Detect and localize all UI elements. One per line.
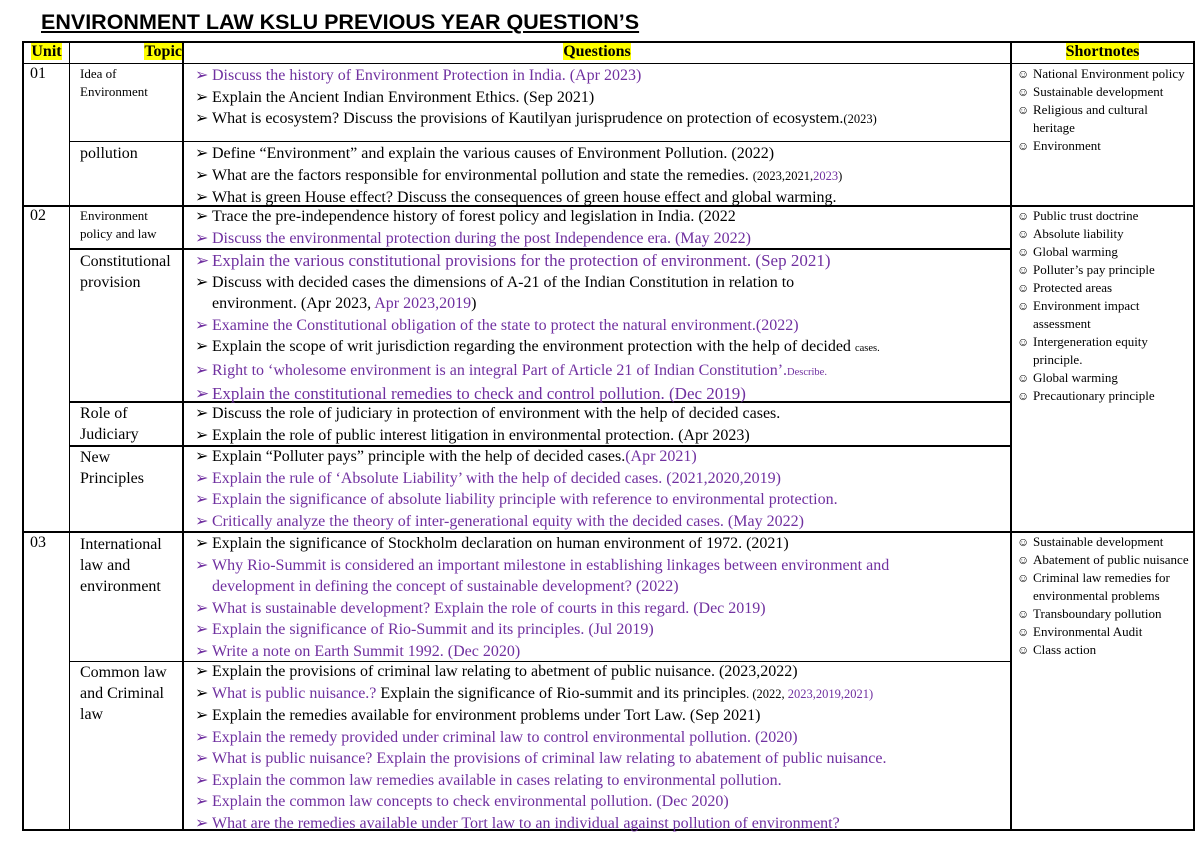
- topic-name: Environment policy and law: [80, 208, 157, 241]
- question-text: What is sustainable development? Explain the role of courts in this regard. (Dec 2019): [212, 599, 766, 617]
- shortnote-text: Global warming: [1033, 244, 1118, 259]
- question-text: Right to ‘wholesome environment is an integral Part of Article 21 of Indian Constitution’.: [212, 361, 788, 379]
- questions-table: [22, 41, 1195, 831]
- question-item: [195, 403, 780, 425]
- question-suffix: cases.: [854, 343, 880, 354]
- question-item: [195, 770, 886, 792]
- smiley-bullet-icon: ☺: [1017, 553, 1030, 567]
- topic-name: Idea of Environment: [80, 66, 148, 99]
- question-text: ): [471, 295, 477, 312]
- question-year: . (2022,: [746, 686, 788, 701]
- smiley-bullet-icon: ☺: [1017, 103, 1030, 117]
- question-text: Trace the pre-independence history of forest policy and legislation in India. (2022: [212, 208, 736, 225]
- shortnote-item: [1016, 551, 1191, 569]
- arrow-bullet-icon: ➢: [195, 491, 209, 508]
- smiley-bullet-icon: ☺: [1017, 281, 1030, 295]
- arrow-bullet-icon: ➢: [195, 535, 209, 552]
- header-shortnotes: [1012, 43, 1193, 61]
- question-item: [195, 446, 838, 468]
- header-questions: [184, 43, 1010, 61]
- arrow-bullet-icon: ➢: [195, 642, 209, 660]
- shortnote-item: [1016, 207, 1191, 225]
- question-text: Discuss with decided cases the dimensions of A-21 of the Indian Constitution in relation to: [212, 273, 795, 291]
- header-shortnotes-label: Shortnotes: [1065, 43, 1140, 60]
- shortnote-item: [1016, 101, 1191, 137]
- question-item: [195, 533, 889, 555]
- arrow-bullet-icon: ➢: [195, 707, 209, 724]
- unit-number: 03: [30, 534, 46, 551]
- smiley-bullet-icon: ☺: [1017, 607, 1030, 621]
- shortnote-text: Public trust doctrine: [1033, 208, 1139, 223]
- arrow-bullet-icon: ➢: [195, 316, 209, 334]
- question-text: Explain the remedy provided under criminal law to control environmental pollution. (2020): [212, 728, 798, 746]
- question-text: What is public nuisance? Explain the provisions of criminal law relating to abatement of public nuisance.: [212, 750, 887, 767]
- arrow-bullet-icon: ➢: [195, 208, 209, 225]
- question-item: [195, 272, 880, 294]
- shortnote-item: [1016, 569, 1191, 605]
- question-text: Explain the various constitutional provisions for the protection of environment. (Sep 2021): [212, 251, 831, 270]
- arrow-bullet-icon: ➢: [195, 599, 209, 617]
- column-divider: [1010, 41, 1012, 831]
- question-continuation: [195, 293, 880, 315]
- header-topic: [70, 43, 182, 61]
- header-unit: [24, 43, 69, 61]
- shortnote-item: [1016, 243, 1191, 261]
- arrow-bullet-icon: ➢: [195, 512, 209, 530]
- smiley-bullet-icon: ☺: [1017, 389, 1030, 403]
- question-text: development in defining the concept of sustainable development? (2022): [212, 578, 679, 595]
- shortnote-item: [1016, 605, 1191, 623]
- arrow-bullet-icon: ➢: [195, 145, 209, 162]
- question-item: [195, 661, 886, 683]
- header-unit-label: Unit: [31, 43, 62, 60]
- question-text: Critically analyze the theory of inter-generational equity with the decided cases. (May 2022): [212, 512, 804, 530]
- arrow-bullet-icon: ➢: [195, 556, 209, 574]
- shortnote-item: [1016, 279, 1191, 297]
- question-item: [195, 425, 780, 447]
- shortnote-text: Environmental Audit: [1033, 624, 1143, 639]
- smiley-bullet-icon: ☺: [1017, 139, 1030, 153]
- question-item: [195, 250, 880, 272]
- shortnote-text: Intergeneration equity principle.: [1033, 334, 1148, 367]
- question-item: [195, 813, 886, 835]
- topic-name: Common law and Criminal law: [80, 664, 167, 723]
- question-year: Apr 2023,2019: [374, 295, 472, 312]
- question-item: [195, 206, 751, 228]
- shortnote-item: [1016, 533, 1191, 551]
- smiley-bullet-icon: ☺: [1017, 535, 1030, 549]
- header-topic-label: Topic: [144, 43, 182, 60]
- question-text: Explain the significance of Stockholm declaration on human environment of 1972. (2021): [212, 535, 789, 552]
- topic-name: pollution: [80, 145, 138, 162]
- smiley-bullet-icon: ☺: [1017, 643, 1030, 657]
- shortnote-item: [1016, 65, 1191, 83]
- question-list: [195, 250, 880, 405]
- question-item: [195, 165, 842, 188]
- question-continuation: [195, 576, 889, 598]
- arrow-bullet-icon: ➢: [195, 229, 209, 247]
- question-text: Examine the Constitutional obligation of the state to protect the natural environment.(2022): [212, 316, 799, 334]
- topic-name: New Principles: [80, 449, 144, 487]
- arrow-bullet-icon: ➢: [195, 426, 209, 444]
- arrow-bullet-icon: ➢: [195, 338, 209, 355]
- question-item: [195, 641, 889, 663]
- shortnote-item: [1016, 369, 1191, 387]
- shortnote-text: Class action: [1033, 642, 1097, 657]
- shortnote-text: Global warming: [1033, 370, 1118, 385]
- question-text: Write a note on Earth Summit 1992. (Dec 2020): [212, 642, 521, 660]
- smiley-bullet-icon: ☺: [1017, 67, 1030, 81]
- shortnote-text: Polluter’s pay principle: [1033, 262, 1155, 277]
- question-item: [195, 143, 842, 165]
- smiley-bullet-icon: ☺: [1017, 209, 1030, 223]
- shortnote-text: Sustainable development: [1033, 84, 1164, 99]
- question-item: [195, 511, 838, 533]
- shortnote-item: [1016, 137, 1191, 155]
- shortnote-item: [1016, 297, 1191, 333]
- arrow-bullet-icon: ➢: [195, 67, 209, 84]
- question-year: 2023: [813, 168, 839, 183]
- shortnotes-list: [1016, 533, 1191, 659]
- unit-number: 01: [30, 65, 46, 82]
- shortnote-item: [1016, 641, 1191, 659]
- question-text: Why Rio-Summit is considered an important milestone in establishing linkages between environment and: [212, 556, 890, 574]
- shortnote-text: Transboundary pollution: [1033, 606, 1162, 621]
- question-list: [195, 65, 877, 131]
- topic-name: International law and environment: [80, 536, 162, 595]
- question-text: Explain the significance of absolute liability principle with reference to environmental protection.: [212, 491, 838, 508]
- shortnotes-list: [1016, 65, 1191, 155]
- arrow-bullet-icon: ➢: [195, 110, 209, 127]
- question-item: [195, 748, 886, 770]
- question-year: (2023,2021,: [752, 168, 814, 183]
- question-text: Explain the significance of Rio-Summit and its principles. (Jul 2019): [212, 621, 654, 638]
- shortnotes-list: [1016, 207, 1191, 405]
- arrow-bullet-icon: ➢: [195, 189, 209, 206]
- smiley-bullet-icon: ☺: [1017, 571, 1030, 585]
- arrow-bullet-icon: ➢: [195, 448, 209, 465]
- shortnote-item: [1016, 83, 1191, 101]
- shortnote-item: [1016, 261, 1191, 279]
- question-year: (2023): [843, 112, 877, 126]
- question-year: 2023,2019,2021): [787, 686, 874, 701]
- question-text: What is public nuisance.?: [212, 684, 377, 702]
- question-text: Define “Environment” and explain the various causes of Environment Pollution. (2022): [212, 145, 775, 162]
- question-list: [195, 206, 751, 249]
- question-item: [195, 65, 877, 87]
- smiley-bullet-icon: ☺: [1017, 371, 1030, 385]
- header-divider: [22, 63, 1195, 64]
- question-text: Explain “Polluter pays” principle with the help of decided cases.: [212, 448, 626, 465]
- smiley-bullet-icon: ☺: [1017, 625, 1030, 639]
- shortnote-item: [1016, 387, 1191, 405]
- shortnote-text: Absolute liability: [1033, 226, 1124, 241]
- page-title: ENVIRONMENT LAW KSLU PREVIOUS YEAR QUESTION’S: [41, 10, 640, 34]
- arrow-bullet-icon: ➢: [195, 469, 209, 487]
- header-questions-label: Questions: [563, 43, 631, 60]
- shortnote-text: Environment impact assessment: [1033, 298, 1140, 331]
- question-text: Discuss the role of judiciary in protection of environment with the help of decided cases.: [212, 405, 781, 422]
- question-item: [195, 87, 877, 109]
- shortnote-text: Protected areas: [1033, 280, 1113, 295]
- smiley-bullet-icon: ☺: [1017, 263, 1030, 277]
- question-item: [195, 360, 880, 384]
- question-list: [195, 533, 889, 662]
- question-item: [195, 336, 880, 360]
- topic-name: Role of Judiciary: [80, 405, 139, 443]
- question-item: [195, 228, 751, 250]
- question-text: Explain the Ancient Indian Environment Ethics. (Sep 2021): [212, 88, 595, 106]
- shortnote-item: [1016, 333, 1191, 369]
- arrow-bullet-icon: ➢: [195, 405, 209, 422]
- arrow-bullet-icon: ➢: [195, 251, 210, 270]
- question-text: Explain the common law remedies available in cases relating to environmental pollution.: [212, 771, 782, 789]
- smiley-bullet-icon: ☺: [1017, 335, 1030, 349]
- shortnote-text: National Environment policy: [1033, 66, 1185, 81]
- question-item: [195, 383, 880, 405]
- question-list: [195, 661, 886, 834]
- question-text: What are the factors responsible for environmental pollution and state the remedies.: [212, 166, 749, 184]
- topic-name: Constitutional provision: [80, 253, 171, 291]
- question-list: [195, 446, 838, 532]
- question-text: Discuss the history of Environment Protection in India. (Apr 2023): [212, 67, 642, 84]
- arrow-bullet-icon: ➢: [195, 750, 209, 767]
- shortnote-text: Religious and cultural heritage: [1033, 102, 1148, 135]
- arrow-bullet-icon: ➢: [195, 273, 209, 291]
- question-text: Explain the role of public interest litigation in environmental protection. (Apr 2023): [212, 426, 750, 444]
- question-item: [195, 705, 886, 727]
- question-year: ): [838, 168, 843, 183]
- question-item: [195, 489, 838, 511]
- shortnote-text: Precautionary principle: [1033, 388, 1155, 403]
- question-text: Explain the significance of Rio-summit and its principles: [376, 684, 747, 702]
- question-text: Discuss the environmental protection during the post Independence era. (May 2022): [212, 229, 751, 247]
- table-border-right: [1193, 41, 1195, 831]
- arrow-bullet-icon: ➢: [195, 728, 209, 746]
- question-item: [195, 468, 838, 490]
- question-item: [195, 683, 886, 706]
- question-item: [195, 619, 889, 641]
- shortnote-text: Criminal law remedies for environmental problems: [1033, 570, 1170, 603]
- question-item: [195, 555, 889, 577]
- arrow-bullet-icon: ➢: [195, 771, 209, 789]
- question-text: environment. (Apr 2023,: [212, 295, 375, 312]
- topic-divider: [69, 141, 1011, 142]
- arrow-bullet-icon: ➢: [195, 814, 209, 832]
- question-text: Explain the provisions of criminal law relating to abetment of public nuisance. (2023,2022): [212, 663, 798, 680]
- question-item: [195, 727, 886, 749]
- question-text: What are the remedies available under Tort law to an individual against pollution of environment?: [212, 814, 840, 832]
- smiley-bullet-icon: ☺: [1017, 299, 1030, 313]
- question-item: [195, 791, 886, 813]
- question-text: Explain the common law concepts to check environmental pollution. (Dec 2020): [212, 793, 729, 810]
- shortnote-item: [1016, 225, 1191, 243]
- question-text: What is green House effect? Discuss the consequences of green house effect and global warming.: [212, 189, 837, 206]
- smiley-bullet-icon: ☺: [1017, 227, 1030, 241]
- arrow-bullet-icon: ➢: [195, 361, 209, 379]
- question-list: [195, 403, 780, 446]
- column-divider: [182, 41, 184, 831]
- question-text: What is ecosystem? Discuss the provisions of Kautilyan jurisprudence on protection of ecosystem.: [212, 110, 844, 127]
- unit-number: 02: [30, 207, 46, 224]
- arrow-bullet-icon: ➢: [195, 621, 209, 638]
- question-item: [195, 315, 880, 337]
- question-list: [195, 143, 842, 209]
- question-year: (Apr 2021): [625, 448, 697, 465]
- smiley-bullet-icon: ☺: [1017, 85, 1030, 99]
- shortnote-text: Sustainable development: [1033, 534, 1164, 549]
- smiley-bullet-icon: ☺: [1017, 245, 1030, 259]
- shortnote-text: Abatement of public nuisance: [1033, 552, 1189, 567]
- arrow-bullet-icon: ➢: [195, 684, 209, 702]
- arrow-bullet-icon: ➢: [195, 384, 210, 403]
- shortnote-item: [1016, 623, 1191, 641]
- table-border-left: [22, 41, 24, 831]
- arrow-bullet-icon: ➢: [195, 793, 209, 810]
- question-item: [195, 108, 877, 131]
- question-text: Explain the constitutional remedies to check and control pollution. (Dec 2019): [212, 384, 746, 403]
- arrow-bullet-icon: ➢: [195, 166, 209, 184]
- question-text: Explain the scope of writ jurisdiction regarding the environment protection with the help of decided: [212, 338, 851, 355]
- column-divider: [69, 41, 70, 831]
- arrow-bullet-icon: ➢: [195, 663, 209, 680]
- question-item: [195, 598, 889, 620]
- shortnote-text: Environment: [1033, 138, 1101, 153]
- arrow-bullet-icon: ➢: [195, 88, 209, 106]
- question-text: Explain the remedies available for environment problems under Tort Law. (Sep 2021): [212, 707, 761, 724]
- question-suffix: Describe.: [787, 366, 827, 378]
- question-text: Explain the rule of ‘Absolute Liability’ with the help of decided cases. (2021,2020,2019): [212, 469, 781, 487]
